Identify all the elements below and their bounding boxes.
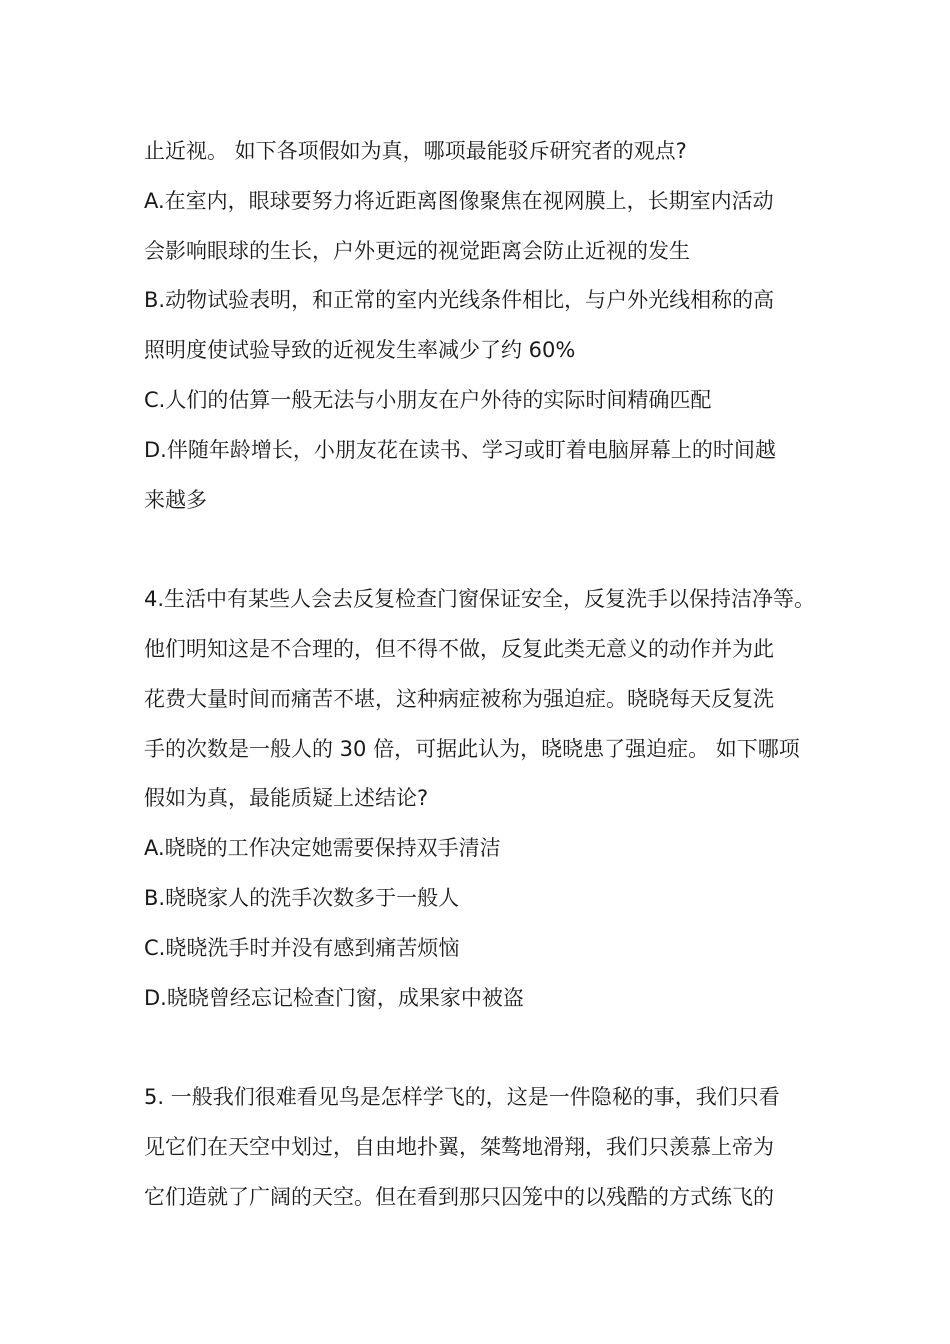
- q4-option-b: B.晓晓家人的洗手次数多于一般人: [144, 885, 460, 910]
- paragraph-gap: [144, 1023, 834, 1073]
- q3-stem-line: 止近视。 如下各项假如为真，哪项最能驳斥研究者的观点?: [144, 139, 687, 163]
- q3-option-a-line-1: A.在室内，眼球要努力将近距离图像聚焦在视网膜上，长期室内活动: [144, 188, 774, 213]
- q4-stem-line-4: 手的次数是一般人的 30 倍，可据此认为，晓晓患了强迫症。 如下哪项: [144, 736, 800, 761]
- q5-stem-line-3: 它们造就了广阔的天空。但在看到那只囚笼中的以残酷的方式练飞的: [144, 1184, 774, 1209]
- q3-option-d-line-2: 来越多: [144, 487, 207, 512]
- q4-stem-line-3: 花费大量时间而痛苦不堪，这种病症被称为强迫症。晓晓每天反复洗: [144, 686, 774, 711]
- paragraph-gap: [144, 525, 834, 575]
- q3-option-c: C.人们的估算一般无法与小朋友在户外待的实际时间精确匹配: [144, 387, 712, 412]
- q3-option-b-line-2: 照明度使试验导致的近视发生率减少了约 60%: [144, 338, 576, 363]
- q3-option-d-line-1: D.伴随年龄增长，小朋友花在读书、学习或盯着电脑屏幕上的时间越: [144, 437, 776, 462]
- q5-stem-line-1: 5. 一般我们很难看见鸟是怎样学飞的，这是一件隐秘的事，我们只看: [144, 1085, 780, 1110]
- q4-option-d: D.晓晓曾经忘记检查门窗，成果家中被盗: [144, 985, 524, 1010]
- q5-stem-line-2: 见它们在天空中划过，自由地扑翼，桀骜地滑翔，我们只羡慕上帝为: [144, 1134, 774, 1159]
- q4-stem-line-1: 4.生活中有某些人会去反复检查门窗保证安全，反复洗手以保持洁净等。: [144, 587, 816, 612]
- q3-option-a-line-2: 会影响眼球的生长，户外更远的视觉距离会防止近视的发生: [144, 238, 690, 263]
- q4-stem-line-2: 他们明知这是不合理的，但不得不做，反复此类无意义的动作并为此: [144, 636, 774, 661]
- q3-option-b-line-1: B.动物试验表明，和正常的室内光线条件相比，与户外光线相称的高: [144, 288, 775, 313]
- document-body: [144, 127, 834, 1223]
- q4-stem-line-5: 假如为真，最能质疑上述结论?: [144, 786, 429, 811]
- q4-option-a: A.晓晓的工作决定她需要保持双手清洁: [144, 836, 501, 861]
- q4-option-c: C.晓晓洗手时并没有感到痛苦烦恼: [144, 935, 460, 960]
